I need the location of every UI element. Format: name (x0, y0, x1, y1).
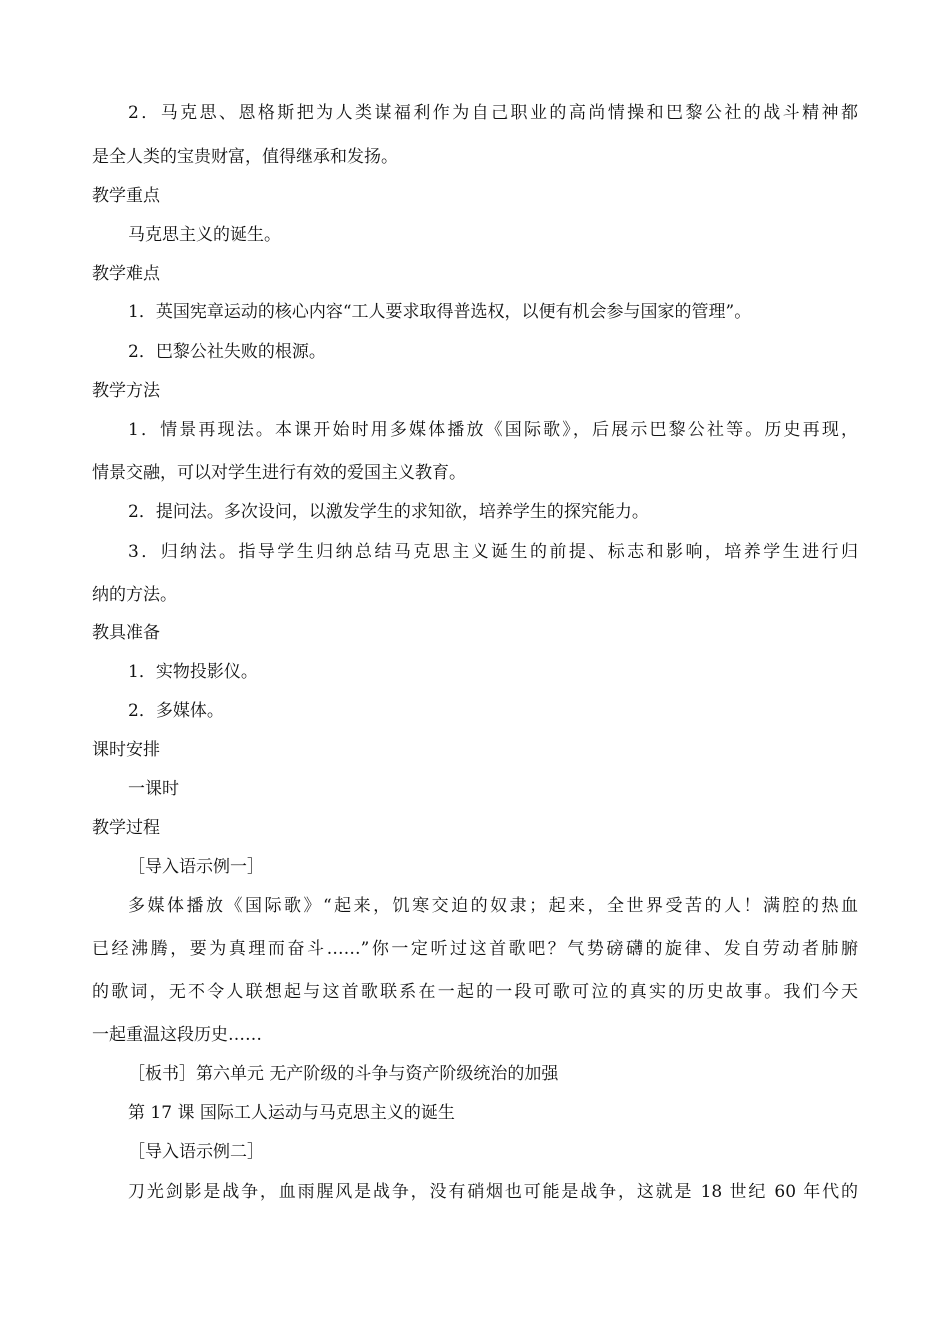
text-line: 马克思主义的诞生。 (128, 225, 281, 245)
text-line: 情景交融，可以对学生进行有效的爱国主义教育。 (92, 463, 466, 483)
text-line: ［导入语示例二］ (128, 1142, 264, 1162)
text-line: 已经沸腾，要为真理而奋斗……”你一定听过这首歌吧？气势磅礴的旋律、发自劳动者肺腑 (92, 939, 858, 959)
text-line: 刀光剑影是战争，血雨腥风是战争，没有硝烟也可能是战争，这就是 18 世纪 60 年代的 (128, 1182, 858, 1202)
text-line: 的歌词，无不令人联想起与这首歌联系在一起的一段可歌可泣的真实的历史故事。我们今天 (92, 982, 858, 1002)
text-line: 是全人类的宝贵财富，值得继承和发扬。 (92, 147, 398, 167)
text-line: 2．马克思、恩格斯把为人类谋福利作为自己职业的高尚情操和巴黎公社的战斗精神都 (128, 103, 858, 123)
text-line: 1．情景再现法。本课开始时用多媒体播放《国际歌》，后展示巴黎公社等。历史再现， (128, 420, 858, 440)
text-line: 课时安排 (92, 740, 160, 760)
text-line: ［板书］第六单元 无产阶级的斗争与资产阶级统治的加强 (128, 1064, 559, 1084)
text-line: 多媒体播放《国际歌》“起来，饥寒交迫的奴隶；起来，全世界受苦的人！满腔的热血 (128, 896, 858, 916)
text-line: 教学重点 (92, 186, 160, 206)
text-line: 2．多媒体。 (128, 701, 224, 721)
text-line: 2．巴黎公社失败的根源。 (128, 342, 326, 362)
text-line: 2．提问法。多次设问，以激发学生的求知欲，培养学生的探究能力。 (128, 502, 649, 522)
text-line: 一起重温这段历史…… (92, 1025, 262, 1045)
text-line: 一课时 (128, 779, 179, 799)
text-line: 1．实物投影仪。 (128, 662, 258, 682)
text-line: 3．归纳法。指导学生归纳总结马克思主义诞生的前提、标志和影响，培养学生进行归 (128, 542, 858, 562)
text-line: 教具准备 (92, 623, 160, 643)
text-line: 纳的方法。 (92, 585, 177, 605)
text-line: 教学过程 (92, 818, 160, 838)
text-line: 第 17 课 国际工人运动与马克思主义的诞生 (128, 1103, 455, 1123)
text-line: 教学难点 (92, 264, 160, 284)
text-line: 1．英国宪章运动的核心内容“工人要求取得普选权，以便有机会参与国家的管理”。 (128, 302, 752, 322)
text-line: ［导入语示例一］ (128, 857, 264, 877)
text-line: 教学方法 (92, 381, 160, 401)
